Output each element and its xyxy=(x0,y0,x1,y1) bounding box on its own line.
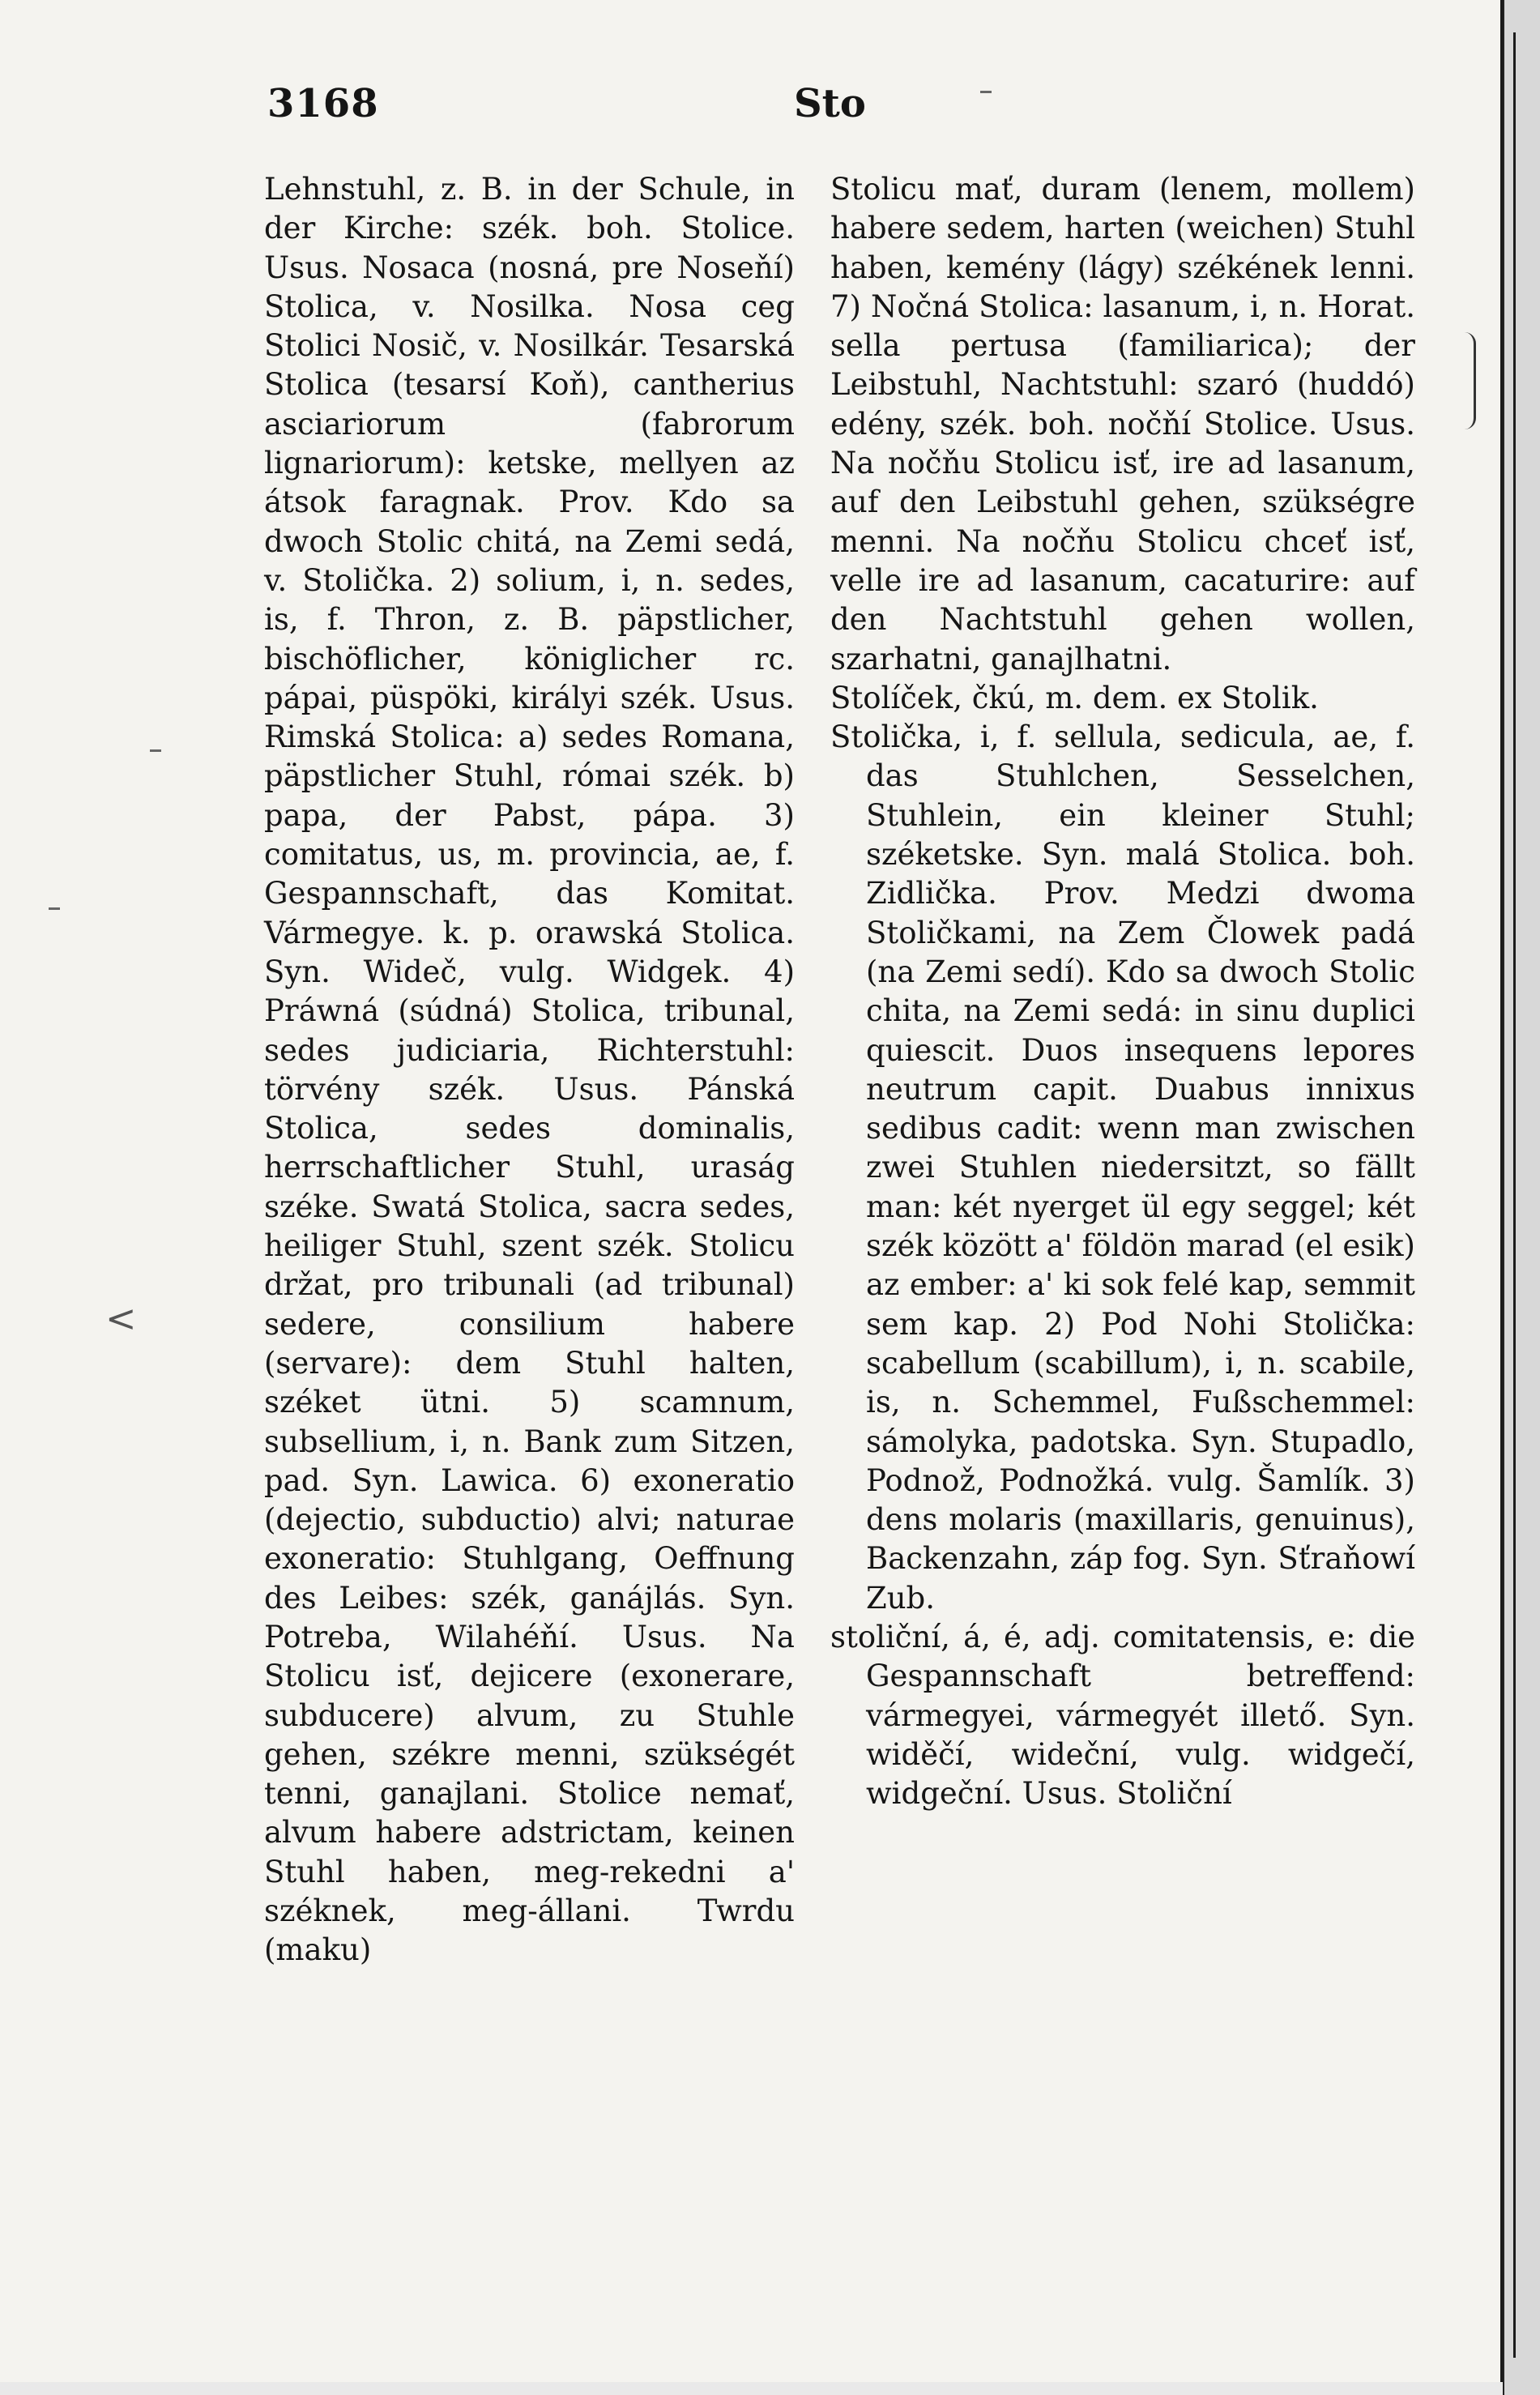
margin-dash-mark xyxy=(150,749,161,752)
book-spine xyxy=(1503,0,1540,2395)
page-number: 3168 xyxy=(267,81,379,126)
right-column xyxy=(830,170,1415,1813)
running-head: Sto xyxy=(794,81,866,126)
spine-edge-line xyxy=(1513,32,1516,2358)
entry-stolicni: stoliční, á, é, adj. comitatensis, e: die Gespannschaft betreffend: vármegyei, vármegyét illető. Syn. widěčí, wideční, vulg. widgečí, widgeční. Usus. Stoliční xyxy=(830,1619,1415,1812)
margin-dash-mark xyxy=(980,91,992,93)
entry-stolicka: Stolička, i, f. sellula, sedicula, ae, f. das Stuhlchen, Sesselchen, Stuhlein, ein kleiner Stuhl; széketske. Syn. malá Stolica. boh. Zidlička. Prov. Medzi dwoma Stoličkami, na Zem Člowek padá (na Zemi sedí). Kdo sa dwoch Stolic chita, na Zemi sedá: in sinu duplici quiescit. Duos insequens lepores neutrum capit. Duabus innixus sedibus cadit: wenn man zwischen zwei Stuhlen niedersitzt, so fällt man: két nyerget ül egy seggel; két szék között a' földön marad (el esik) az ember: a' ki sok felé kap, semmit sem kap. 2) Pod Nohi Stolička: scabellum (scabillum), i, n. scabile, is, n. Schemmel, Fußschemmel: sámolyka, padotska. Syn. Stupadlo, Podnož, Podnožká. vulg. Šamlík. 3) dens molaris (maxillaris, genuinus), Backenzahn, záp fog. Syn. Sťraňowí Zub. xyxy=(830,719,1415,1616)
page-header xyxy=(267,81,1418,138)
entry-stolica-continuation-2: Stolicu mať, duram (lenem, mollem) habere sedem, harten (weichen) Stuhl haben, kemény (lágy) székének lenni. 7) Nočná Stolica: lasanum, i, n. Horat. sella pertusa (familiarica); der Leibstuhl, Nachtstuhl: szaró (huddó) edény, szék. boh. nočňí Stolice. Usus. Na nočňu Stolicu isť, ire ad lasanum, auf den Leibstuhl gehen, szükségre menni. Na nočňu Stolicu chceť isť, velle ire ad lasanum, cacaturire: auf den Nachtstuhl gehen wollen, szarhatni, ganajlhatni. xyxy=(830,172,1415,677)
left-column xyxy=(264,170,795,1970)
entry-stolica-continuation: Lehnstuhl, z. B. in der Schule, in der Kirche: szék. boh. Stolice. Usus. Nosaca (nosná, pre Noseňí) Stolica, v. Nosilka. Nosa ceg Stolici Nosič, v. Nosilkár. Tesarská Stolica (tesarsí Koň), cantherius asciariorum (fabrorum lignariorum): ketske, mellyen az átsok faragnak. Prov. Kdo sa dwoch Stolic chitá, na Zemi sedá, v. Stolička. 2) solium, i, n. sedes, is, f. Thron, z. B. päpstlicher, bischöflicher, königlicher rc. pápai, püspöki, királyi szék. Usus. Rimská Stolica: a) sedes Romana, päpstlicher Stuhl, római szék. b) papa, der Pabst, pápa. 3) comitatus, us, m. provincia, ae, f. Gespannschaft, das Komitat. Vármegye. k. p. orawská Stolica. Syn. Wideč, vulg. Widgek. 4) Práwná (súdná) Stolica, tribunal, sedes judiciaria, Richterstuhl: törvény szék. Usus. Pánská Stolica, sedes dominalis, herrschaftlicher Stuhl, uraság széke. Swatá Stolica, sacra sedes, heiliger Stuhl, szent szék. Stolicu držat, pro tribunali (ad tribunal) sedere, consilium habere (servare): dem Stuhl halten, széket ütni. 5) scamnum, subsellium, i, n. Bank zum Sitzen, pad. Syn. Lawica. 6) exoneratio (dejectio, subductio) alvi; naturae exoneratio: Stuhlgang, Oeffnung des Leibes: szék, ganájlás. Syn. Potreba, Wilahéňí. Usus. Na Stolicu isť, dejicere (exonerare, subducere) alvum, zu Stuhle gehen, székre menni, szükségét tenni, ganajlani. Stolice nemať, alvum habere adstrictam, keinen Stuhl haben, meg-rekedni a' széknek, meg-állani. Twrdu (maku) xyxy=(264,172,795,1968)
margin-dash-mark xyxy=(49,907,60,910)
margin-bracket-mark xyxy=(1462,332,1476,429)
margin-angle-mark: < xyxy=(105,1296,137,1340)
entry-stolicek: Stolíček, čkú, m. dem. ex Stolik. xyxy=(830,680,1319,715)
